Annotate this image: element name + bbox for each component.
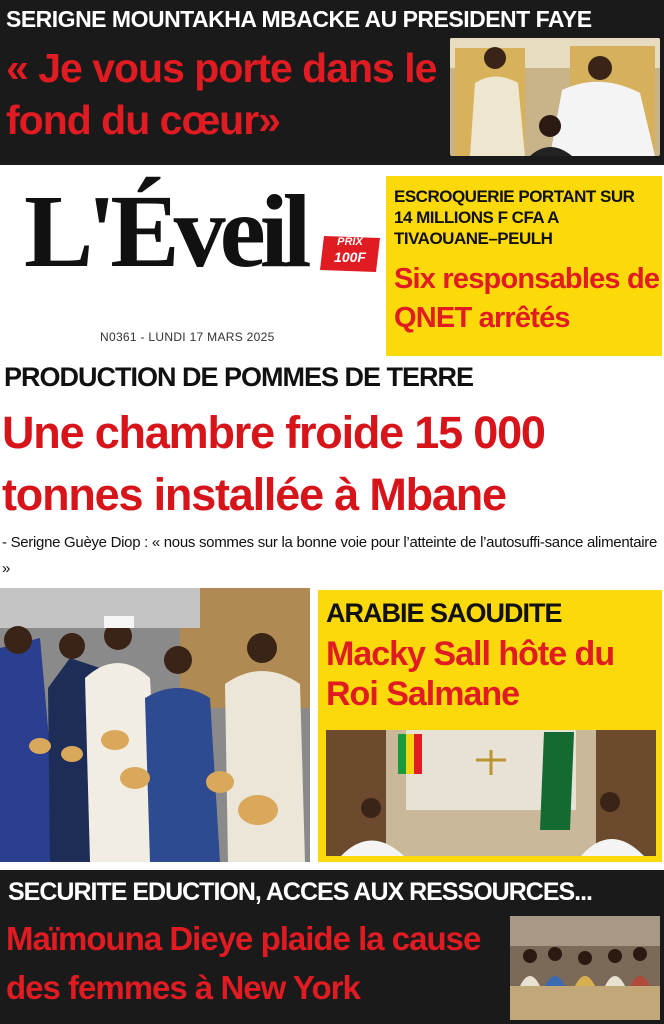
top-story-headline: « Je vous porte dans le fond du cœur»: [6, 45, 437, 143]
saudi-story-box: [318, 590, 662, 862]
main-story-kicker: PRODUCTION DE POMMES DE TERRE: [4, 362, 474, 392]
main-story-deck: - Serigne Guèye Diop : « nous sommes sur la bonne voie pour l’atteinte de l’autosuffi-sance alimentaire »: [2, 534, 658, 577]
scam-story-box: [386, 176, 662, 356]
bottom-banner: [0, 870, 664, 1024]
scam-story-kicker: ESCROQUERIE PORTANT SUR 14 MILLIONS F CFA A TIVAOUANE–PEULH: [394, 187, 635, 248]
saudi-story-photo: [326, 730, 656, 856]
price-value: 100F: [334, 249, 366, 265]
top-banner: [0, 0, 664, 165]
saudi-story-headline: Macky Sall hôte du Roi Salmane: [326, 635, 615, 713]
main-story-headline: Une chambre froide 15 000 tonnes installée à Mbane: [2, 407, 545, 520]
bottom-story-headline: Maïmouna Dieye plaide la cause des femmes à New York: [6, 920, 481, 1006]
saudi-story-kicker: ARABIE SAOUDITE: [326, 598, 562, 628]
price-tag: [320, 234, 382, 279]
top-story-kicker: SERIGNE MOUNTAKHA MBACKE AU PRESIDENT FAYE: [6, 6, 592, 32]
bottom-story-photo: [510, 916, 660, 1020]
scam-story-headline: Six responsables de QNET arrêtés: [394, 263, 660, 334]
potato-photo: [0, 588, 310, 862]
bottom-story-kicker: SECURITE EDUCTION, ACCES AUX RESSOURCES...: [8, 878, 593, 906]
newspaper-logo: L'Éveil: [24, 174, 306, 289]
issue-line: N0361 - LUNDI 17 MARS 2025: [100, 330, 275, 344]
price-label: PRIX: [337, 236, 363, 248]
top-story-photo: [450, 38, 660, 156]
